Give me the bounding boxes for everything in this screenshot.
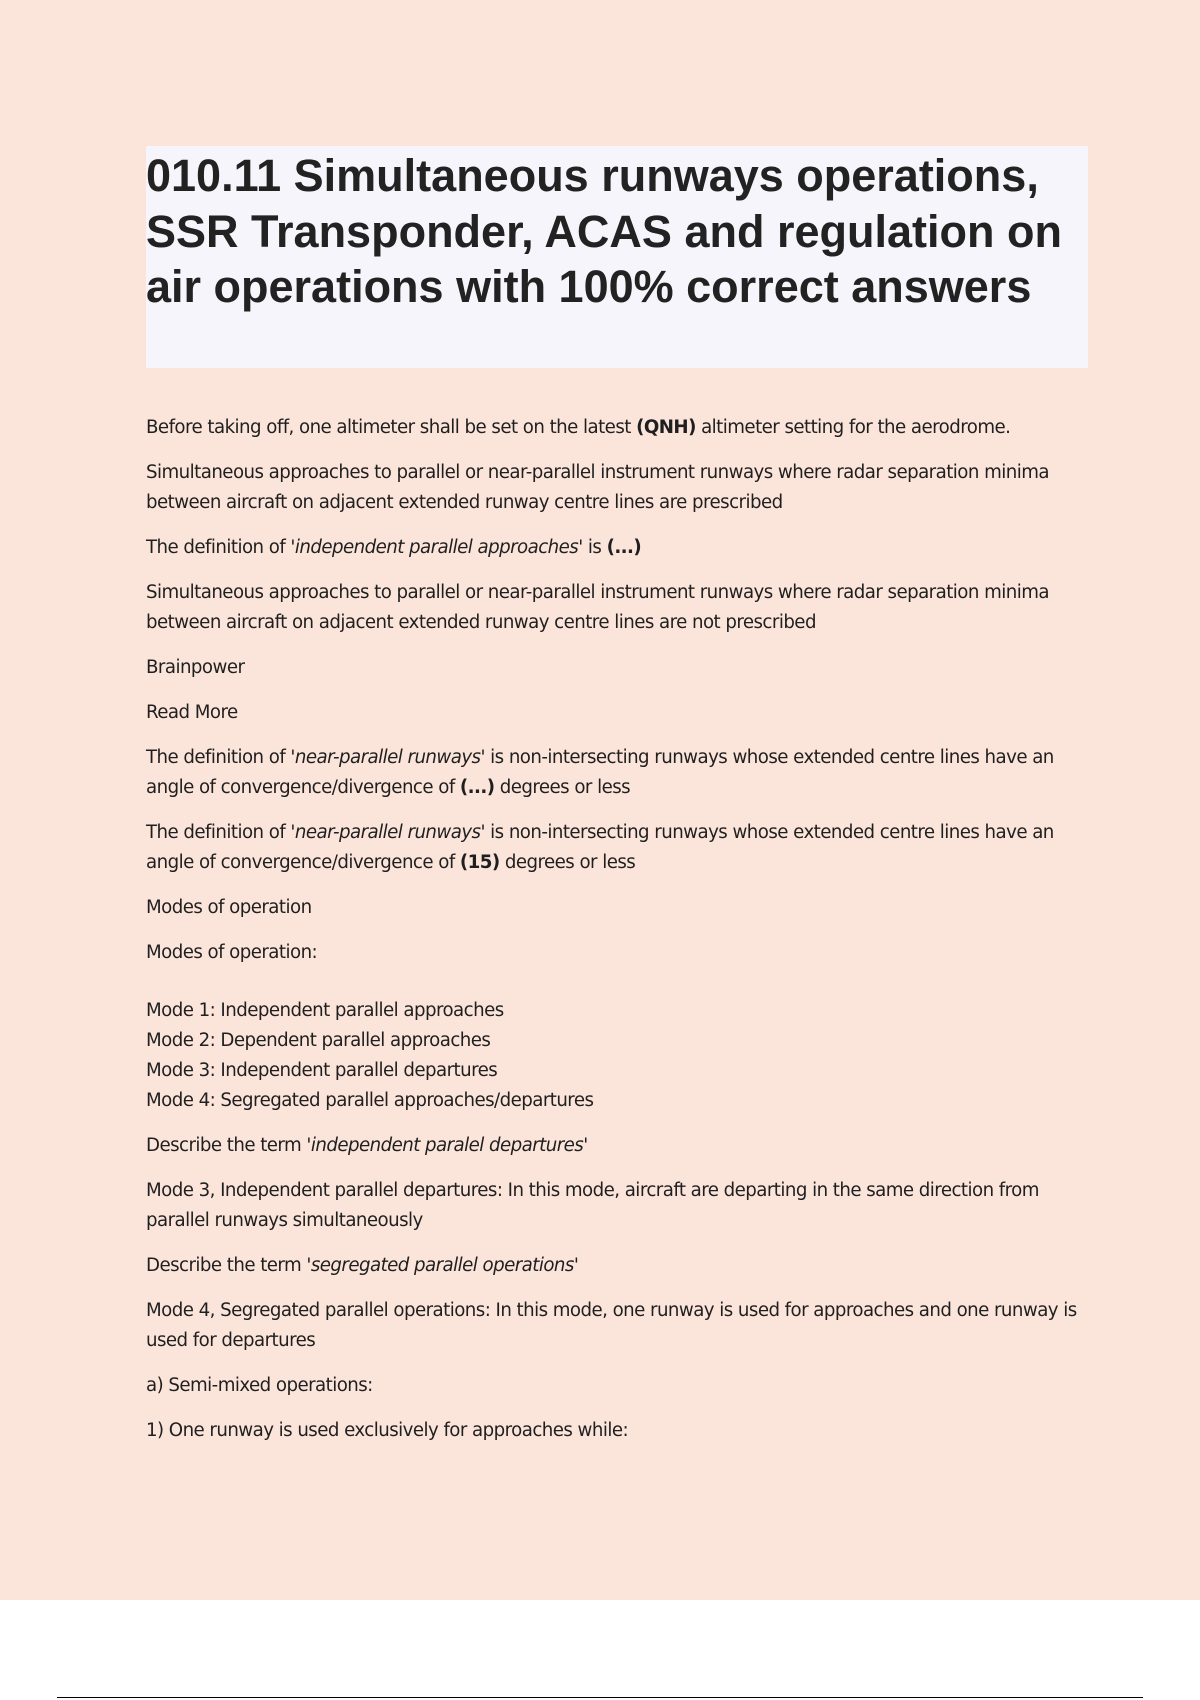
- modes-heading: Modes of operation:: [146, 942, 318, 963]
- mode-item: Mode 2: Dependent parallel approaches: [146, 1030, 491, 1051]
- paragraph-question-near-parallel: The definition of 'near-parallel runways' is non-intersecting runways whose extended centre lines have an angle of convergence/divergence of (...) degrees or less: [146, 747, 1054, 798]
- read-more-link[interactable]: Read More: [146, 702, 238, 723]
- paragraph-modes-answer: [146, 938, 1096, 1116]
- paragraph-question-segregated: Describe the term 'segregated parallel operations': [146, 1255, 579, 1276]
- paragraph-question-independent: The definition of 'independent parallel approaches' is (...): [146, 537, 642, 558]
- footer-divider: [57, 1697, 1143, 1698]
- paragraph-semi-mixed: a) Semi-mixed operations:: [146, 1375, 373, 1396]
- title-box: [146, 146, 1088, 368]
- paragraph-answer-departures: Mode 3, Independent parallel departures: In this mode, aircraft are departing in the same direction from parallel runways simultaneously: [146, 1180, 1039, 1231]
- paragraph-answer-dependent: Simultaneous approaches to parallel or near-parallel instrument runways where radar separation minima between aircraft on adjacent extended runway centre lines are prescribed: [146, 462, 1049, 513]
- paragraph-modes-question: Modes of operation: [146, 897, 312, 918]
- document-body: [146, 413, 1096, 1461]
- paragraph-answer-segregated: Mode 4, Segregated parallel operations: In this mode, one runway is used for approaches and one runway is used for departures: [146, 1300, 1077, 1351]
- paragraph-brainpower: Brainpower: [146, 657, 245, 678]
- paragraph-answer-near-parallel: The definition of 'near-parallel runways' is non-intersecting runways whose extended centre lines have an angle of convergence/divergence of (15) degrees or less: [146, 822, 1054, 873]
- mode-item: Mode 4: Segregated parallel approaches/departures: [146, 1090, 594, 1111]
- paragraph-answer-independent: Simultaneous approaches to parallel or near-parallel instrument runways where radar separation minima between aircraft on adjacent extended runway centre lines are not prescribed: [146, 582, 1049, 633]
- mode-item: Mode 1: Independent parallel approaches: [146, 1000, 504, 1021]
- blank-line: [146, 968, 1096, 996]
- paragraph-qnh: Before taking off, one altimeter shall be set on the latest (QNH) altimeter setting for the aerodrome.: [146, 417, 1011, 438]
- page-title: 010.11 Simultaneous runways operations, SSR Transponder, ACAS and regulation on air operations with 100% correct answers: [146, 150, 1062, 312]
- paragraph-question-departures: Describe the term 'independent paralel departures': [146, 1135, 588, 1156]
- paragraph-runway-exclusive: 1) One runway is used exclusively for approaches while:: [146, 1420, 629, 1441]
- mode-item: Mode 3: Independent parallel departures: [146, 1060, 498, 1081]
